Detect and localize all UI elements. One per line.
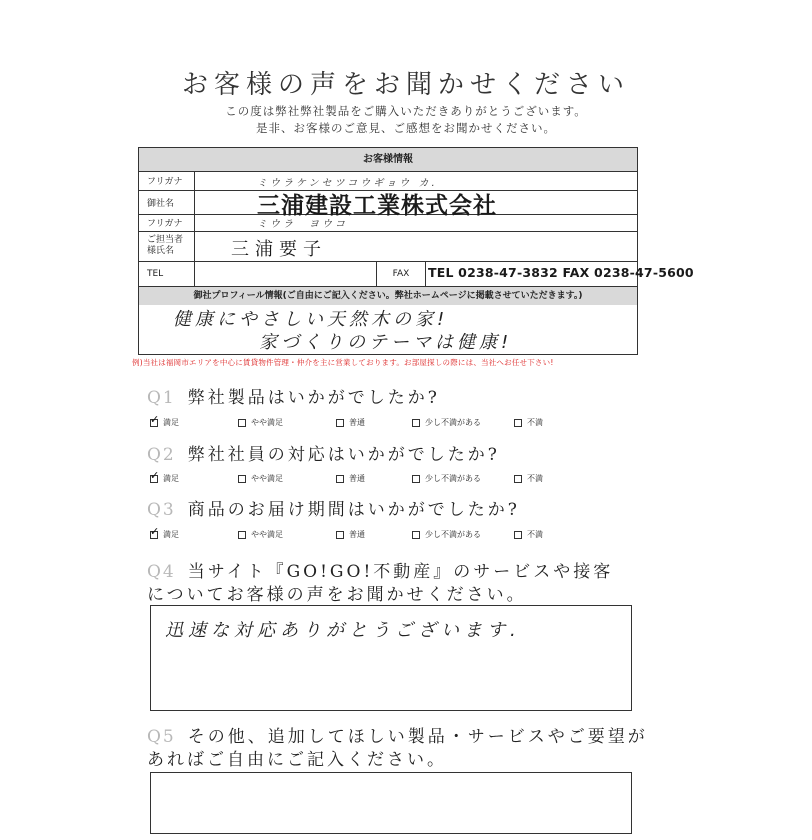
question-2-options bbox=[150, 468, 630, 487]
page-title: お客様の声をお聞かせください bbox=[181, 70, 630, 100]
checkbox[interactable] bbox=[412, 475, 420, 483]
question-5-number: Q5 bbox=[147, 727, 176, 747]
question-3-text: 商品のお届け期間はいかがでしたか? bbox=[187, 500, 520, 520]
option-label: 満足 bbox=[163, 530, 179, 539]
checkbox[interactable] bbox=[150, 524, 160, 539]
checkbox[interactable] bbox=[412, 419, 420, 427]
option-label: 普通 bbox=[349, 418, 365, 427]
profile-line-1: 健康にやさしい天然木の家! bbox=[173, 309, 449, 330]
furigana-label: フリガナ bbox=[139, 171, 195, 190]
q3-option-somewhat-satisfied[interactable] bbox=[238, 529, 283, 540]
option-label: 不満 bbox=[527, 530, 543, 539]
question-1 bbox=[147, 383, 440, 408]
q3-option-slightly-dissatisfied[interactable] bbox=[412, 529, 481, 540]
q3-option-dissatisfied[interactable] bbox=[514, 529, 543, 540]
checkbox[interactable] bbox=[336, 531, 344, 539]
question-1-text: 弊社製品はいかがでしたか? bbox=[187, 388, 440, 408]
checkbox[interactable] bbox=[238, 475, 246, 483]
question-4-answer-box[interactable] bbox=[150, 605, 632, 711]
q2-option-somewhat-satisfied[interactable] bbox=[238, 473, 283, 484]
customer-info-heading: お客様情報 bbox=[139, 148, 637, 172]
profile-line-2: 家づくりのテーマは健康! bbox=[259, 332, 513, 353]
question-2-text: 弊社社員の対応はいかがでしたか? bbox=[187, 445, 500, 465]
question-5 bbox=[147, 722, 648, 747]
check-mark-icon: ✓ bbox=[150, 468, 160, 482]
option-label: 満足 bbox=[163, 418, 179, 427]
intro-line-1: この度は弊社弊社製品をご購入いただきありがとうございます。 bbox=[225, 104, 587, 118]
q1-option-neutral[interactable] bbox=[336, 417, 365, 428]
check-mark-icon: ✓ bbox=[150, 524, 160, 538]
person-furigana-label: フリガナ bbox=[139, 214, 195, 231]
option-label: やや満足 bbox=[251, 530, 283, 539]
question-3 bbox=[147, 495, 520, 520]
option-label: 満足 bbox=[163, 474, 179, 483]
option-label: 少し不満がある bbox=[425, 474, 481, 483]
q3-option-neutral[interactable] bbox=[336, 529, 365, 540]
tel-fax-row bbox=[139, 261, 694, 286]
q2-option-neutral[interactable] bbox=[336, 473, 365, 484]
checkbox[interactable] bbox=[150, 412, 160, 427]
person-name-row bbox=[139, 231, 637, 262]
company-label: 御社名 bbox=[139, 190, 195, 214]
question-2-number: Q2 bbox=[147, 445, 176, 465]
checkbox[interactable] bbox=[238, 419, 246, 427]
q2-option-dissatisfied[interactable] bbox=[514, 473, 543, 484]
question-5-answer-box[interactable] bbox=[150, 772, 632, 834]
checkbox[interactable] bbox=[336, 475, 344, 483]
q1-option-satisfied[interactable] bbox=[150, 412, 179, 428]
q1-option-slightly-dissatisfied[interactable] bbox=[412, 417, 481, 428]
profile-box[interactable] bbox=[138, 303, 638, 355]
checkbox[interactable] bbox=[238, 531, 246, 539]
checkbox[interactable] bbox=[514, 419, 522, 427]
question-4-number: Q4 bbox=[147, 562, 176, 582]
checkbox[interactable] bbox=[336, 419, 344, 427]
q2-option-satisfied[interactable] bbox=[150, 468, 179, 484]
company-name-value[interactable]: 三浦建設工業株式会社 bbox=[257, 193, 497, 219]
profile-example-note: 例)当社は福岡市エリアを中心に賃貸物件管理・仲介を主に営業しております。お部屋探しの際には、当社へお任せ下さい! bbox=[132, 358, 554, 367]
question-5-text-line1: その他、追加してほしい製品・サービスやご要望が bbox=[187, 727, 648, 747]
company-name-row bbox=[139, 190, 637, 219]
person-furigana-value[interactable]: ミウラ ヨウコ bbox=[257, 219, 348, 230]
tel-fax-value[interactable]: TEL 0238-47-3832 FAX 0238-47-5600 bbox=[428, 265, 694, 280]
question-4 bbox=[147, 557, 613, 582]
option-label: 不満 bbox=[527, 474, 543, 483]
q3-option-satisfied[interactable] bbox=[150, 524, 179, 540]
question-1-options bbox=[150, 412, 630, 431]
fax-label: FAX bbox=[376, 261, 426, 286]
question-5-text-line2: あればご自由にご記入ください。 bbox=[147, 750, 447, 770]
question-1-number: Q1 bbox=[147, 388, 176, 408]
question-4-text-line2: についてお客様の声をお聞かせください。 bbox=[147, 585, 527, 605]
option-label: 普通 bbox=[349, 530, 365, 539]
person-label-line2: 様氏名 bbox=[147, 246, 175, 256]
person-name-value[interactable]: 三浦要子 bbox=[231, 239, 327, 260]
question-4-answer: 迅速な対応ありがとうございます. bbox=[165, 620, 521, 641]
q1-option-dissatisfied[interactable] bbox=[514, 417, 543, 428]
option-label: やや満足 bbox=[251, 418, 283, 427]
company-furigana-value[interactable]: ミウラケンセツコウギョウ カ. bbox=[257, 178, 438, 189]
profile-label: 御社プロフィール情報(ご自由にご記入ください。弊社ホームページに掲載させていただきます。) bbox=[139, 286, 637, 305]
option-label: やや満足 bbox=[251, 474, 283, 483]
person-label bbox=[139, 231, 195, 261]
option-label: 少し不満がある bbox=[425, 530, 481, 539]
question-2 bbox=[147, 440, 500, 465]
question-4-text-line1: 当サイト『GO!GO!不動産』のサービスや接客 bbox=[187, 562, 614, 582]
option-label: 少し不満がある bbox=[425, 418, 481, 427]
person-label-line1: ご担当者 bbox=[147, 235, 184, 245]
option-label: 不満 bbox=[527, 418, 543, 427]
question-3-options bbox=[150, 524, 630, 543]
checkbox[interactable] bbox=[514, 475, 522, 483]
person-furigana-row bbox=[139, 214, 637, 232]
q2-option-slightly-dissatisfied[interactable] bbox=[412, 473, 481, 484]
option-label: 普通 bbox=[349, 474, 365, 483]
tel-label: TEL bbox=[139, 261, 195, 286]
intro-line-2: 是非、お客様のご意見、ご感想をお聞かせください。 bbox=[256, 121, 556, 135]
question-3-number: Q3 bbox=[147, 500, 176, 520]
checkbox[interactable] bbox=[412, 531, 420, 539]
q1-option-somewhat-satisfied[interactable] bbox=[238, 417, 283, 428]
check-mark-icon: ✓ bbox=[150, 412, 160, 426]
customer-info-table bbox=[138, 147, 694, 303]
checkbox[interactable] bbox=[514, 531, 522, 539]
checkbox[interactable] bbox=[150, 468, 160, 483]
